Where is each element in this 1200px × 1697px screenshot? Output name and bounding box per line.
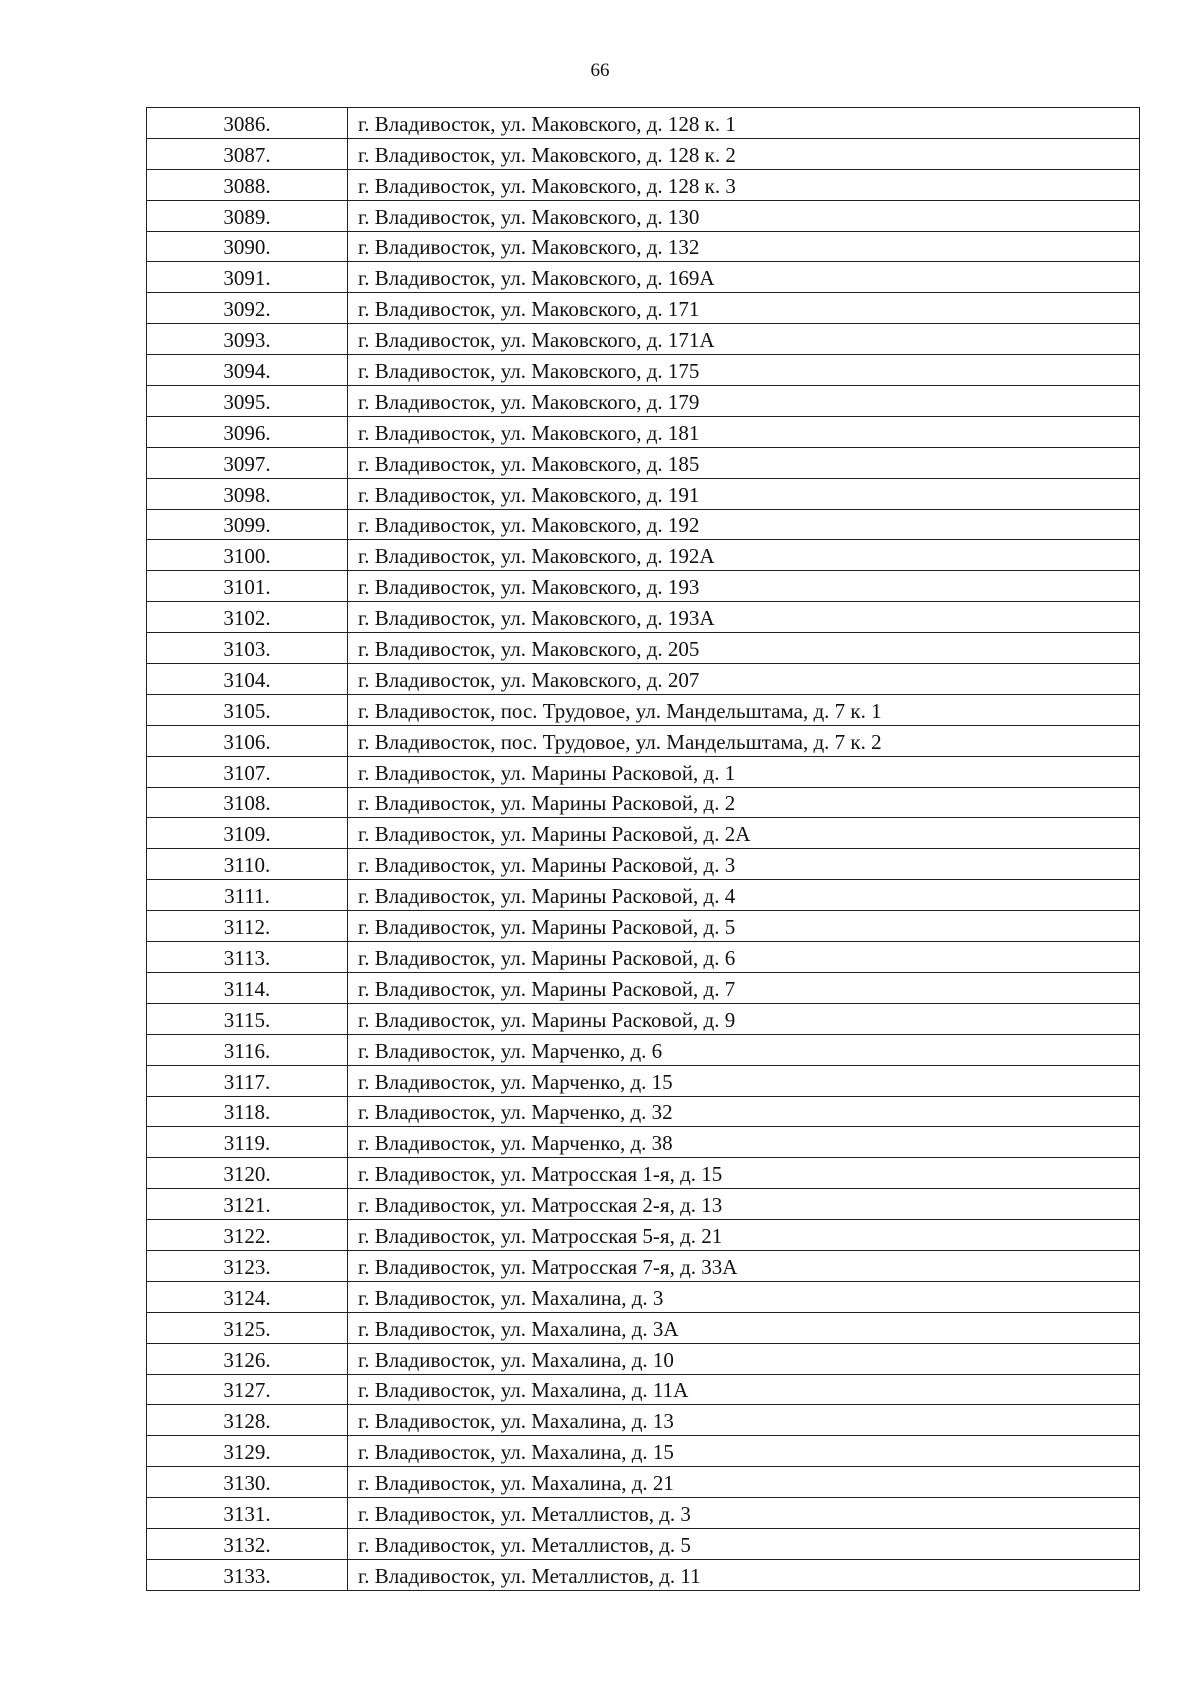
address-table-container <box>146 107 1139 1591</box>
row-number-cell: 3109. <box>147 818 348 849</box>
table-row <box>147 664 1140 695</box>
table-row <box>147 262 1140 293</box>
address-cell: г. Владивосток, ул. Маковского, д. 181 <box>348 416 1140 447</box>
row-number-cell: 3111. <box>147 880 348 911</box>
row-number-cell: 3089. <box>147 200 348 231</box>
row-number-cell: 3115. <box>147 1003 348 1034</box>
table-row <box>147 571 1140 602</box>
row-number-cell: 3097. <box>147 447 348 478</box>
table-row <box>147 293 1140 324</box>
table-row <box>147 138 1140 169</box>
row-number-cell: 3095. <box>147 386 348 417</box>
row-number-cell: 3118. <box>147 1096 348 1127</box>
address-cell: г. Владивосток, ул. Матросская 1-я, д. 15 <box>348 1158 1140 1189</box>
table-row <box>147 911 1140 942</box>
row-number-cell: 3108. <box>147 787 348 818</box>
table-row <box>147 972 1140 1003</box>
row-number-cell: 3101. <box>147 571 348 602</box>
table-row <box>147 200 1140 231</box>
address-cell: г. Владивосток, ул. Маковского, д. 132 <box>348 231 1140 262</box>
table-row <box>147 787 1140 818</box>
address-cell: г. Владивосток, ул. Матросская 7-я, д. 33А <box>348 1250 1140 1281</box>
row-number-cell: 3098. <box>147 478 348 509</box>
row-number-cell: 3116. <box>147 1034 348 1065</box>
address-table-body <box>147 108 1140 1591</box>
table-row <box>147 633 1140 664</box>
row-number-cell: 3120. <box>147 1158 348 1189</box>
table-row <box>147 1312 1140 1343</box>
row-number-cell: 3087. <box>147 138 348 169</box>
table-row <box>147 694 1140 725</box>
address-cell: г. Владивосток, ул. Маковского, д. 191 <box>348 478 1140 509</box>
address-cell: г. Владивосток, ул. Марченко, д. 32 <box>348 1096 1140 1127</box>
row-number-cell: 3130. <box>147 1467 348 1498</box>
row-number-cell: 3105. <box>147 694 348 725</box>
row-number-cell: 3112. <box>147 911 348 942</box>
table-row <box>147 725 1140 756</box>
table-row <box>147 1374 1140 1405</box>
page-number: 66 <box>590 60 610 81</box>
address-cell: г. Владивосток, ул. Матросская 2-я, д. 13 <box>348 1189 1140 1220</box>
address-cell: г. Владивосток, ул. Маковского, д. 205 <box>348 633 1140 664</box>
row-number-cell: 3096. <box>147 416 348 447</box>
address-cell: г. Владивосток, ул. Маковского, д. 185 <box>348 447 1140 478</box>
table-row <box>147 1436 1140 1467</box>
row-number-cell: 3100. <box>147 540 348 571</box>
address-cell: г. Владивосток, ул. Махалина, д. 3А <box>348 1312 1140 1343</box>
row-number-cell: 3106. <box>147 725 348 756</box>
table-row <box>147 1003 1140 1034</box>
row-number-cell: 3092. <box>147 293 348 324</box>
table-row <box>147 1220 1140 1251</box>
address-cell: г. Владивосток, ул. Махалина, д. 11А <box>348 1374 1140 1405</box>
table-row <box>147 1467 1140 1498</box>
row-number-cell: 3088. <box>147 169 348 200</box>
table-row <box>147 818 1140 849</box>
address-cell: г. Владивосток, ул. Маковского, д. 207 <box>348 664 1140 695</box>
address-cell: г. Владивосток, ул. Маковского, д. 179 <box>348 386 1140 417</box>
row-number-cell: 3117. <box>147 1065 348 1096</box>
address-cell: г. Владивосток, ул. Махалина, д. 21 <box>348 1467 1140 1498</box>
row-number-cell: 3123. <box>147 1250 348 1281</box>
address-cell: г. Владивосток, ул. Маковского, д. 128 к. 2 <box>348 138 1140 169</box>
table-row <box>147 1559 1140 1590</box>
address-cell: г. Владивосток, ул. Марины Расковой, д. 1 <box>348 756 1140 787</box>
row-number-cell: 3103. <box>147 633 348 664</box>
address-table <box>146 107 1140 1591</box>
table-row <box>147 386 1140 417</box>
table-row <box>147 880 1140 911</box>
row-number-cell: 3121. <box>147 1189 348 1220</box>
row-number-cell: 3113. <box>147 942 348 973</box>
address-cell: г. Владивосток, ул. Металлистов, д. 5 <box>348 1528 1140 1559</box>
table-row <box>147 1034 1140 1065</box>
address-cell: г. Владивосток, ул. Махалина, д. 3 <box>348 1281 1140 1312</box>
row-number-cell: 3133. <box>147 1559 348 1590</box>
table-row <box>147 169 1140 200</box>
row-number-cell: 3094. <box>147 355 348 386</box>
address-cell: г. Владивосток, ул. Матросская 5-я, д. 21 <box>348 1220 1140 1251</box>
row-number-cell: 3119. <box>147 1127 348 1158</box>
table-row <box>147 849 1140 880</box>
table-row <box>147 1127 1140 1158</box>
address-cell: г. Владивосток, ул. Маковского, д. 169А <box>348 262 1140 293</box>
row-number-cell: 3114. <box>147 972 348 1003</box>
address-cell: г. Владивосток, ул. Марченко, д. 6 <box>348 1034 1140 1065</box>
address-cell: г. Владивосток, ул. Металлистов, д. 11 <box>348 1559 1140 1590</box>
address-cell: г. Владивосток, ул. Махалина, д. 10 <box>348 1343 1140 1374</box>
address-cell: г. Владивосток, ул. Марины Расковой, д. 2 <box>348 787 1140 818</box>
address-cell: г. Владивосток, ул. Махалина, д. 15 <box>348 1436 1140 1467</box>
address-cell: г. Владивосток, ул. Марченко, д. 38 <box>348 1127 1140 1158</box>
address-cell: г. Владивосток, ул. Маковского, д. 128 к. 1 <box>348 108 1140 139</box>
address-cell: г. Владивосток, ул. Марины Расковой, д. 5 <box>348 911 1140 942</box>
row-number-cell: 3102. <box>147 602 348 633</box>
row-number-cell: 3104. <box>147 664 348 695</box>
table-row <box>147 1343 1140 1374</box>
address-cell: г. Владивосток, ул. Маковского, д. 128 к. 3 <box>348 169 1140 200</box>
address-cell: г. Владивосток, пос. Трудовое, ул. Мандельштама, д. 7 к. 2 <box>348 725 1140 756</box>
table-row <box>147 416 1140 447</box>
table-row <box>147 1528 1140 1559</box>
table-row <box>147 1158 1140 1189</box>
row-number-cell: 3091. <box>147 262 348 293</box>
address-cell: г. Владивосток, ул. Металлистов, д. 3 <box>348 1498 1140 1529</box>
row-number-cell: 3128. <box>147 1405 348 1436</box>
row-number-cell: 3124. <box>147 1281 348 1312</box>
address-cell: г. Владивосток, ул. Маковского, д. 171А <box>348 324 1140 355</box>
table-row <box>147 756 1140 787</box>
table-row <box>147 602 1140 633</box>
table-row <box>147 1096 1140 1127</box>
address-cell: г. Владивосток, ул. Марины Расковой, д. 2А <box>348 818 1140 849</box>
row-number-cell: 3110. <box>147 849 348 880</box>
address-cell: г. Владивосток, ул. Маковского, д. 171 <box>348 293 1140 324</box>
row-number-cell: 3129. <box>147 1436 348 1467</box>
address-cell: г. Владивосток, ул. Марины Расковой, д. 9 <box>348 1003 1140 1034</box>
address-cell: г. Владивосток, ул. Маковского, д. 130 <box>348 200 1140 231</box>
table-row <box>147 942 1140 973</box>
address-cell: г. Владивосток, ул. Марины Расковой, д. 6 <box>348 942 1140 973</box>
table-row <box>147 447 1140 478</box>
address-cell: г. Владивосток, ул. Маковского, д. 193А <box>348 602 1140 633</box>
row-number-cell: 3132. <box>147 1528 348 1559</box>
row-number-cell: 3127. <box>147 1374 348 1405</box>
address-cell: г. Владивосток, ул. Маковского, д. 192А <box>348 540 1140 571</box>
address-cell: г. Владивосток, ул. Марины Расковой, д. 7 <box>348 972 1140 1003</box>
address-cell: г. Владивосток, ул. Марины Расковой, д. 4 <box>348 880 1140 911</box>
table-row <box>147 509 1140 540</box>
table-row <box>147 231 1140 262</box>
row-number-cell: 3107. <box>147 756 348 787</box>
table-row <box>147 1065 1140 1096</box>
address-cell: г. Владивосток, ул. Марины Расковой, д. 3 <box>348 849 1140 880</box>
table-row <box>147 1250 1140 1281</box>
address-cell: г. Владивосток, пос. Трудовое, ул. Мандельштама, д. 7 к. 1 <box>348 694 1140 725</box>
table-row <box>147 1405 1140 1436</box>
table-row <box>147 1498 1140 1529</box>
address-cell: г. Владивосток, ул. Махалина, д. 13 <box>348 1405 1140 1436</box>
row-number-cell: 3131. <box>147 1498 348 1529</box>
table-row <box>147 355 1140 386</box>
table-row <box>147 478 1140 509</box>
address-cell: г. Владивосток, ул. Марченко, д. 15 <box>348 1065 1140 1096</box>
table-row <box>147 324 1140 355</box>
row-number-cell: 3090. <box>147 231 348 262</box>
table-row <box>147 540 1140 571</box>
row-number-cell: 3099. <box>147 509 348 540</box>
table-row <box>147 1281 1140 1312</box>
row-number-cell: 3125. <box>147 1312 348 1343</box>
row-number-cell: 3126. <box>147 1343 348 1374</box>
row-number-cell: 3093. <box>147 324 348 355</box>
address-cell: г. Владивосток, ул. Маковского, д. 193 <box>348 571 1140 602</box>
address-cell: г. Владивосток, ул. Маковского, д. 175 <box>348 355 1140 386</box>
table-row <box>147 108 1140 139</box>
row-number-cell: 3122. <box>147 1220 348 1251</box>
table-row <box>147 1189 1140 1220</box>
row-number-cell: 3086. <box>147 108 348 139</box>
address-cell: г. Владивосток, ул. Маковского, д. 192 <box>348 509 1140 540</box>
